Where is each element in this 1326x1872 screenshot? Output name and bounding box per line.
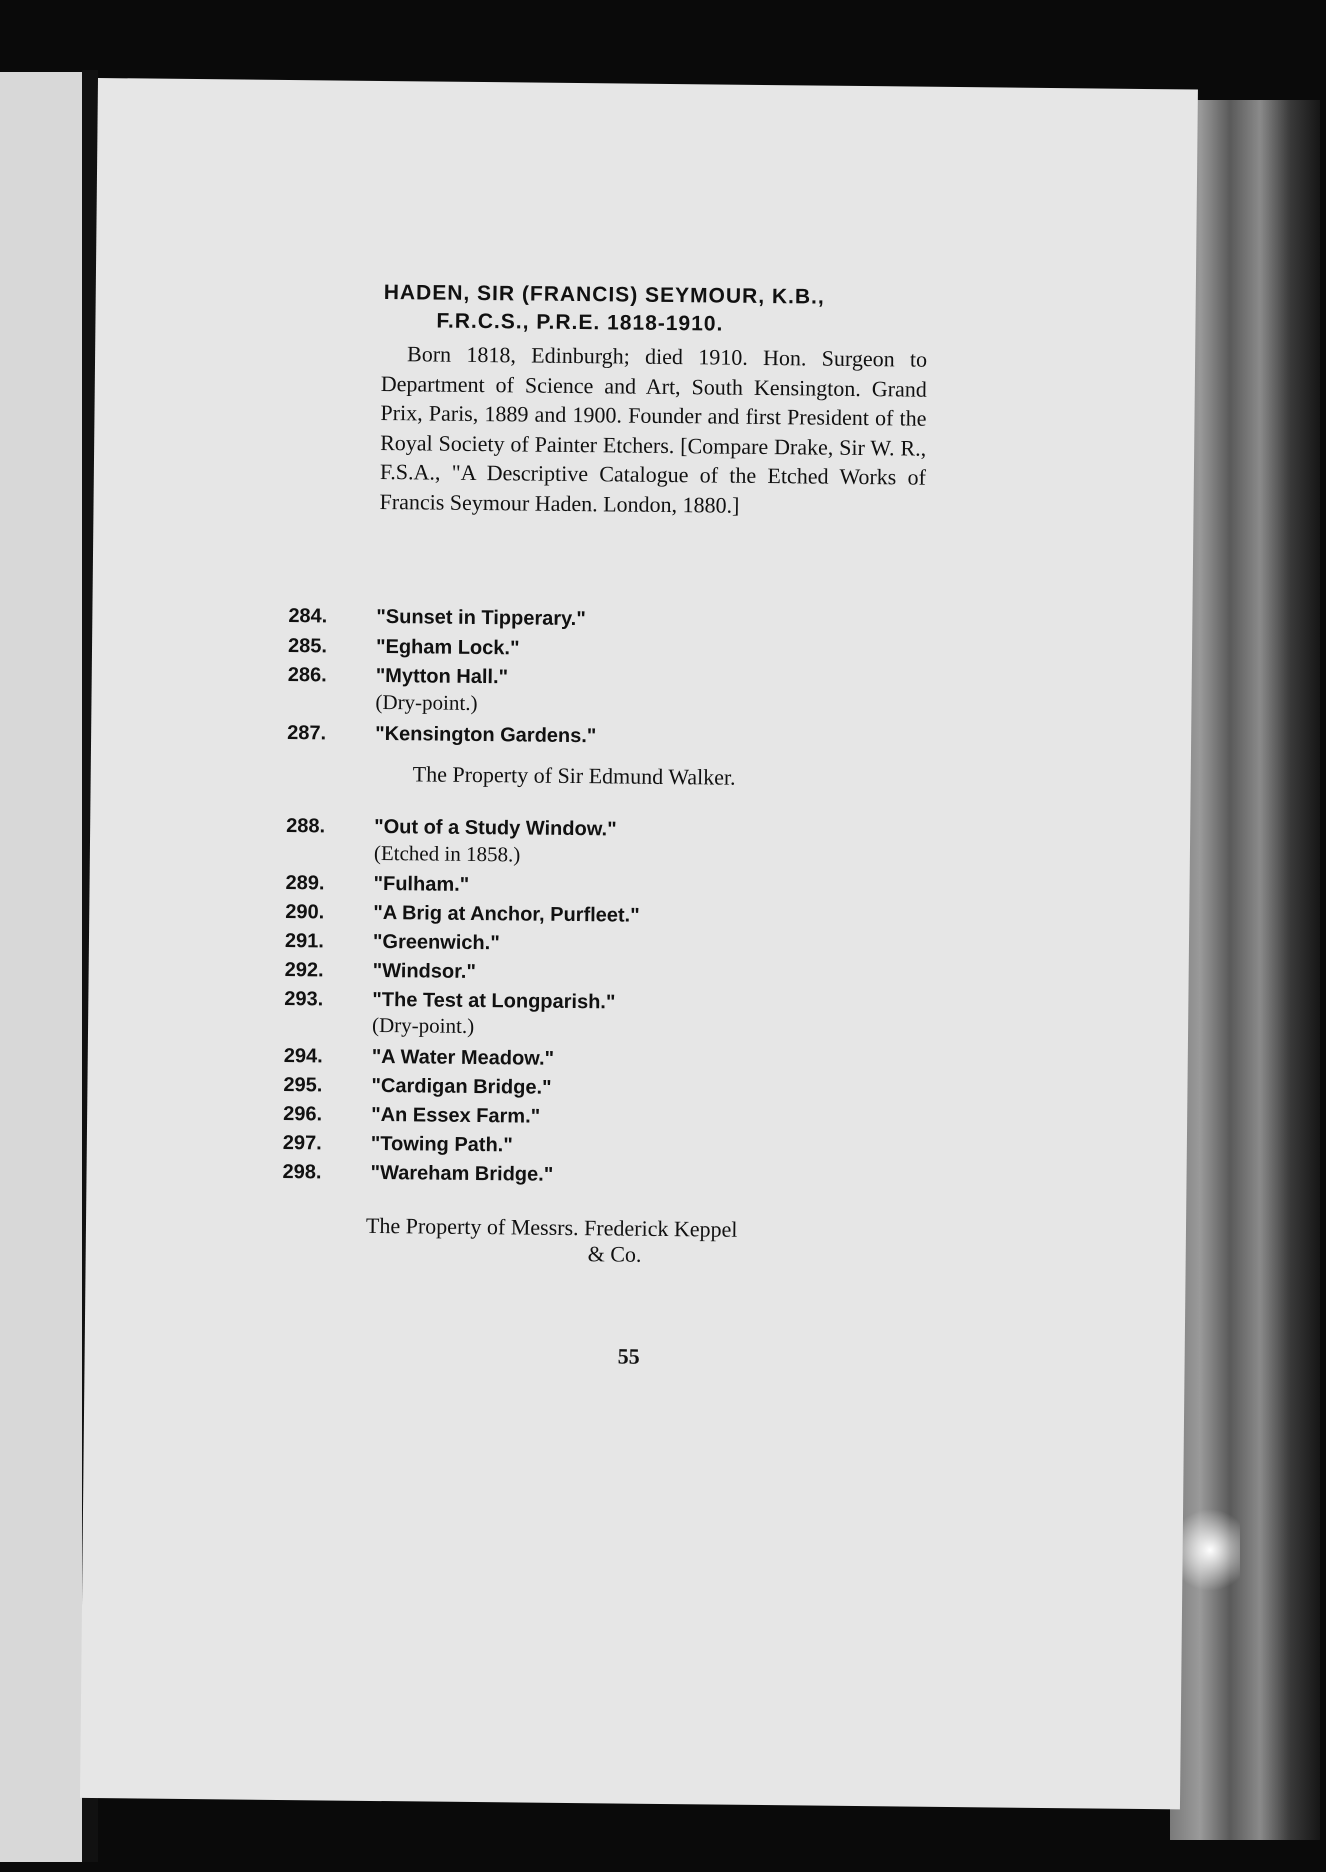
- entry-title: "Wareham Bridge.": [370, 1161, 554, 1186]
- artist-heading-line2: F.R.C.S., P.R.E. 1818-1910.: [436, 309, 724, 336]
- entry-title: "Sunset in Tipperary.": [376, 605, 586, 631]
- entry-number: 289.: [285, 872, 325, 895]
- owner-credit-line2: & Co.: [587, 1241, 642, 1267]
- catalogue-entry: [284, 1045, 555, 1071]
- catalogue-entry: [285, 930, 500, 955]
- entry-number: 296.: [283, 1102, 323, 1126]
- entry-note: (Etched in 1858.): [373, 840, 521, 867]
- entry-note: (Dry-point.): [375, 689, 478, 716]
- light-glare: [1180, 1500, 1240, 1600]
- entry-title: "Fulham.": [373, 872, 470, 896]
- page-number: 55: [617, 1343, 640, 1369]
- entry-number: 297.: [282, 1131, 322, 1155]
- entry-number: 298.: [282, 1160, 322, 1184]
- entry-number: 285.: [287, 635, 328, 658]
- entry-number: 286.: [287, 664, 327, 687]
- page-content: [98, 78, 1198, 1369]
- catalogue-entry: [285, 959, 476, 984]
- catalogue-entry: [285, 901, 640, 928]
- entry-number: 294.: [283, 1044, 323, 1068]
- owner-credit-line1: The Property of Messrs. Frederick Keppel: [365, 1212, 738, 1242]
- entry-title: "The Test at Longparish.": [372, 988, 616, 1014]
- entry-title: "Kensington Gardens.": [375, 722, 597, 748]
- entry-title: "A Brig at Anchor, Purfleet.": [373, 901, 640, 927]
- catalogue-page: [80, 78, 1198, 1809]
- entry-title: "Egham Lock.": [375, 635, 520, 660]
- entry-title: "Mytton Hall.": [375, 664, 509, 689]
- catalogue-entry: [283, 1103, 540, 1129]
- entry-number: 291.: [284, 930, 325, 953]
- catalogue-entry: [286, 815, 617, 841]
- catalogue-entry: [287, 722, 596, 748]
- entry-title: "Towing Path.": [370, 1132, 513, 1157]
- catalogue-entry: [283, 1074, 551, 1100]
- entry-title: "Windsor.": [372, 959, 477, 984]
- entry-title: "Out of a Study Window.": [374, 815, 617, 841]
- artist-heading-line1: HADEN, SIR (FRANCIS) SEYMOUR, K.B.,: [383, 281, 825, 309]
- entry-number: 293.: [284, 988, 324, 1011]
- artist-biography: Born 1818, Edinburgh; died 1910. Hon. Surgeon to Department of Science and Art, South Kensington. Grand Prix, Paris, 1889 and 1900. Founder and first President of the Royal Society of Painter Etchers. [Compare Drake, Sir W. R., F.S.A., "A Descriptive Catalogue of the Etched Works of Francis Seymour Haden. London, 1880.]: [379, 341, 928, 518]
- catalogue-entry: [288, 635, 520, 660]
- catalogue-entry: [284, 988, 615, 1014]
- entry-note: (Dry-point.): [371, 1012, 475, 1038]
- entry-title: "A Water Meadow.": [371, 1045, 555, 1070]
- owner-credit: The Property of Sir Edmund Walker.: [412, 761, 736, 790]
- catalogue-entry: [282, 1161, 553, 1187]
- catalogue-entry: [288, 664, 509, 689]
- entry-number: 284.: [288, 605, 328, 628]
- entry-number: 290.: [285, 901, 325, 924]
- entry-number: 288.: [286, 815, 326, 838]
- entry-number: 287.: [287, 722, 327, 745]
- entry-title: "Greenwich.": [372, 930, 500, 955]
- catalogue-entry: [283, 1132, 513, 1157]
- entry-title: "Cardigan Bridge.": [371, 1074, 552, 1099]
- facing-page: [0, 72, 84, 1862]
- entry-number: 292.: [284, 959, 324, 982]
- catalogue-entry: [288, 605, 586, 631]
- entry-title: "An Essex Farm.": [371, 1103, 541, 1128]
- entry-number: 295.: [283, 1073, 323, 1097]
- catalogue-entry: [285, 872, 469, 897]
